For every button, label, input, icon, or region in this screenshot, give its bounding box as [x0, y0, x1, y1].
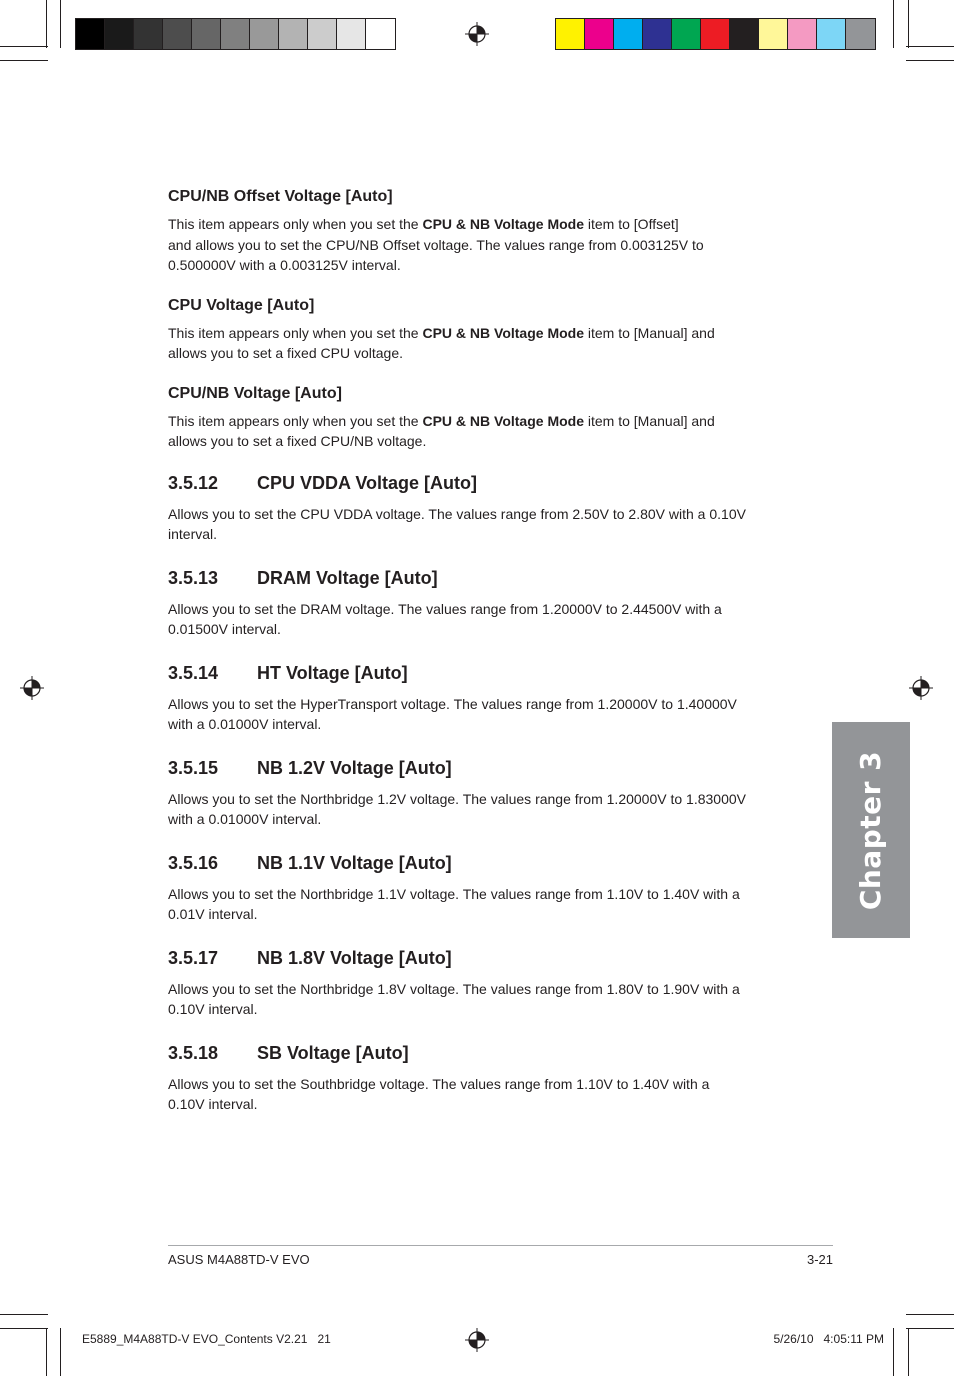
crop-mark-bl-v2 — [60, 1328, 61, 1376]
color-swatch — [192, 19, 221, 49]
color-swatch — [614, 19, 643, 49]
grayscale-color-bar — [75, 18, 396, 50]
section-description — [168, 884, 798, 925]
text-line: Allows you to set the Northbridge 1.8V voltage. The values range from 1.80V to 1.90V with a — [168, 980, 740, 997]
color-swatch — [759, 19, 788, 49]
text-line: Allows you to set the Northbridge 1.1V voltage. The values range from 1.10V to 1.40V with a — [168, 885, 740, 902]
text-line: Allows you to set the DRAM voltage. The values range from 1.20000V to 2.44500V with a — [168, 600, 722, 617]
crop-mark-tl-h2 — [0, 60, 48, 61]
color-swatch — [221, 19, 250, 49]
color-swatch — [730, 19, 759, 49]
section-heading — [168, 852, 798, 874]
color-swatch — [846, 19, 875, 49]
text-run: and allows you to set the CPU/NB Offset voltage. The values range from 0.003125V to — [168, 236, 704, 253]
text-line: with a 0.01000V interval. — [168, 811, 322, 827]
registration-mark-right-icon — [909, 676, 933, 700]
subsection — [168, 296, 798, 364]
slug-file-name: E5889_M4A88TD-V EVO_Contents V2.21 21 — [82, 1332, 331, 1346]
section-heading — [168, 472, 798, 494]
section-title: CPU VDDA Voltage [Auto] — [257, 472, 477, 493]
section-number: 3.5.13 — [168, 567, 219, 588]
text-run: item to [Manual] and — [584, 412, 715, 429]
text-line: Allows you to set the CPU VDDA voltage. The values range from 2.50V to 2.80V with a 0.10V — [168, 505, 746, 522]
section-heading — [168, 947, 798, 969]
color-swatch — [701, 19, 730, 49]
section-number: 3.5.12 — [168, 472, 219, 493]
subsection — [168, 187, 798, 276]
slug-datetime: 5/26/10 4:05:11 PM — [773, 1332, 884, 1346]
process-color-bar — [555, 18, 876, 50]
text-line: Allows you to set the HyperTransport voltage. The values range from 1.20000V to 1.40000V — [168, 695, 737, 712]
section — [168, 852, 798, 925]
footer-rule — [168, 1245, 833, 1246]
color-swatch — [105, 19, 134, 49]
section-number: 3.5.16 — [168, 852, 219, 873]
section-description — [168, 1074, 798, 1115]
section-title: HT Voltage [Auto] — [257, 662, 408, 683]
chapter-tab-label: Chapter 3 — [854, 750, 888, 910]
subsection-title: CPU/NB Voltage [Auto] — [168, 384, 342, 402]
section-heading — [168, 1042, 798, 1064]
section — [168, 1042, 798, 1115]
section — [168, 662, 798, 735]
crop-mark-br-h2 — [906, 1328, 954, 1329]
section-number: 3.5.14 — [168, 662, 219, 683]
crop-mark-tr-h2 — [906, 60, 954, 61]
section — [168, 947, 798, 1020]
registration-mark-bottom-icon — [465, 1328, 489, 1352]
section-number: 3.5.18 — [168, 1042, 219, 1063]
text-line: 0.10V interval. — [168, 1001, 258, 1017]
section-description — [168, 694, 798, 735]
text-run: This item appears only when you set the — [168, 412, 423, 429]
section-title: DRAM Voltage [Auto] — [257, 567, 438, 588]
section-list — [168, 472, 798, 1115]
section-title: SB Voltage [Auto] — [257, 1042, 409, 1063]
color-swatch — [308, 19, 337, 49]
crop-mark-bl-h — [0, 1314, 48, 1315]
color-swatch — [76, 19, 105, 49]
crop-mark-tr-v2 — [893, 0, 894, 48]
section-number: 3.5.15 — [168, 757, 219, 778]
crop-mark-tl-v2 — [60, 0, 61, 48]
crop-mark-tl-v — [46, 0, 47, 48]
crop-mark-br-h — [906, 1314, 954, 1315]
section-heading — [168, 567, 798, 589]
text-line: 0.01V interval. — [168, 906, 258, 922]
section-title: NB 1.8V Voltage [Auto] — [257, 947, 452, 968]
section — [168, 567, 798, 640]
chapter-tab — [832, 722, 910, 938]
crop-mark-tr-v — [908, 0, 909, 48]
page-content — [168, 187, 798, 1137]
color-swatch — [585, 19, 614, 49]
footer-product-name: ASUS M4A88TD-V EVO — [168, 1252, 310, 1267]
text-run: This item appears only when you set the — [168, 324, 423, 341]
subsection-title: CPU Voltage [Auto] — [168, 296, 315, 314]
bold-term: CPU & NB Voltage Mode — [422, 412, 584, 429]
section-heading — [168, 662, 798, 684]
color-swatch — [366, 19, 395, 49]
bold-term: CPU & NB Voltage Mode — [422, 216, 584, 232]
color-swatch — [556, 19, 585, 49]
section-description — [168, 504, 798, 545]
text-run: item to [Manual] and — [584, 324, 715, 341]
crop-mark-tl-h — [0, 46, 48, 47]
crop-mark-bl-h2 — [0, 1328, 48, 1329]
subsection-description — [168, 411, 798, 452]
section-title: NB 1.1V Voltage [Auto] — [257, 852, 452, 873]
section — [168, 472, 798, 545]
subsection — [168, 384, 798, 452]
registration-mark-left-icon — [20, 676, 44, 700]
section-description — [168, 789, 798, 830]
text-run: 0.500000V with a 0.003125V interval. — [168, 257, 401, 273]
registration-mark-top-icon — [465, 22, 489, 46]
text-run: This item appears only when you set the — [168, 216, 423, 232]
crop-mark-tr-h — [906, 46, 954, 47]
section-title: NB 1.2V Voltage [Auto] — [257, 757, 452, 778]
section-description — [168, 979, 798, 1020]
color-swatch — [643, 19, 672, 49]
section — [168, 757, 798, 830]
crop-mark-br-v — [908, 1328, 909, 1376]
text-line: Allows you to set the Southbridge voltage. The values range from 1.10V to 1.40V with a — [168, 1075, 710, 1092]
color-swatch — [672, 19, 701, 49]
footer-page-number: 3-21 — [806, 1252, 833, 1267]
subsection-description — [168, 323, 798, 364]
text-run: item to [Offset] — [584, 216, 679, 232]
color-swatch — [817, 19, 846, 49]
crop-mark-bl-v — [46, 1328, 47, 1376]
color-swatch — [163, 19, 192, 49]
text-line: with a 0.01000V interval. — [168, 716, 322, 732]
crop-mark-br-v2 — [893, 1328, 894, 1376]
color-swatch — [337, 19, 366, 49]
text-run: allows you to set a fixed CPU/NB voltage. — [168, 433, 427, 449]
subsection-description — [168, 214, 798, 276]
color-swatch — [134, 19, 163, 49]
text-line: 0.10V interval. — [168, 1096, 258, 1112]
section-heading — [168, 757, 798, 779]
bold-term: CPU & NB Voltage Mode — [422, 324, 584, 341]
subsection-title: CPU/NB Offset Voltage [Auto] — [168, 188, 393, 205]
text-line: 0.01500V interval. — [168, 621, 281, 637]
color-swatch — [250, 19, 279, 49]
text-line: Allows you to set the Northbridge 1.2V voltage. The values range from 1.20000V to 1.83000V — [168, 790, 746, 807]
color-swatch — [788, 19, 817, 49]
subsection-list — [168, 187, 798, 452]
color-swatch — [279, 19, 308, 49]
text-run: allows you to set a fixed CPU voltage. — [168, 345, 404, 361]
section-description — [168, 599, 798, 640]
section-number: 3.5.17 — [168, 947, 219, 968]
text-line: interval. — [168, 526, 218, 542]
